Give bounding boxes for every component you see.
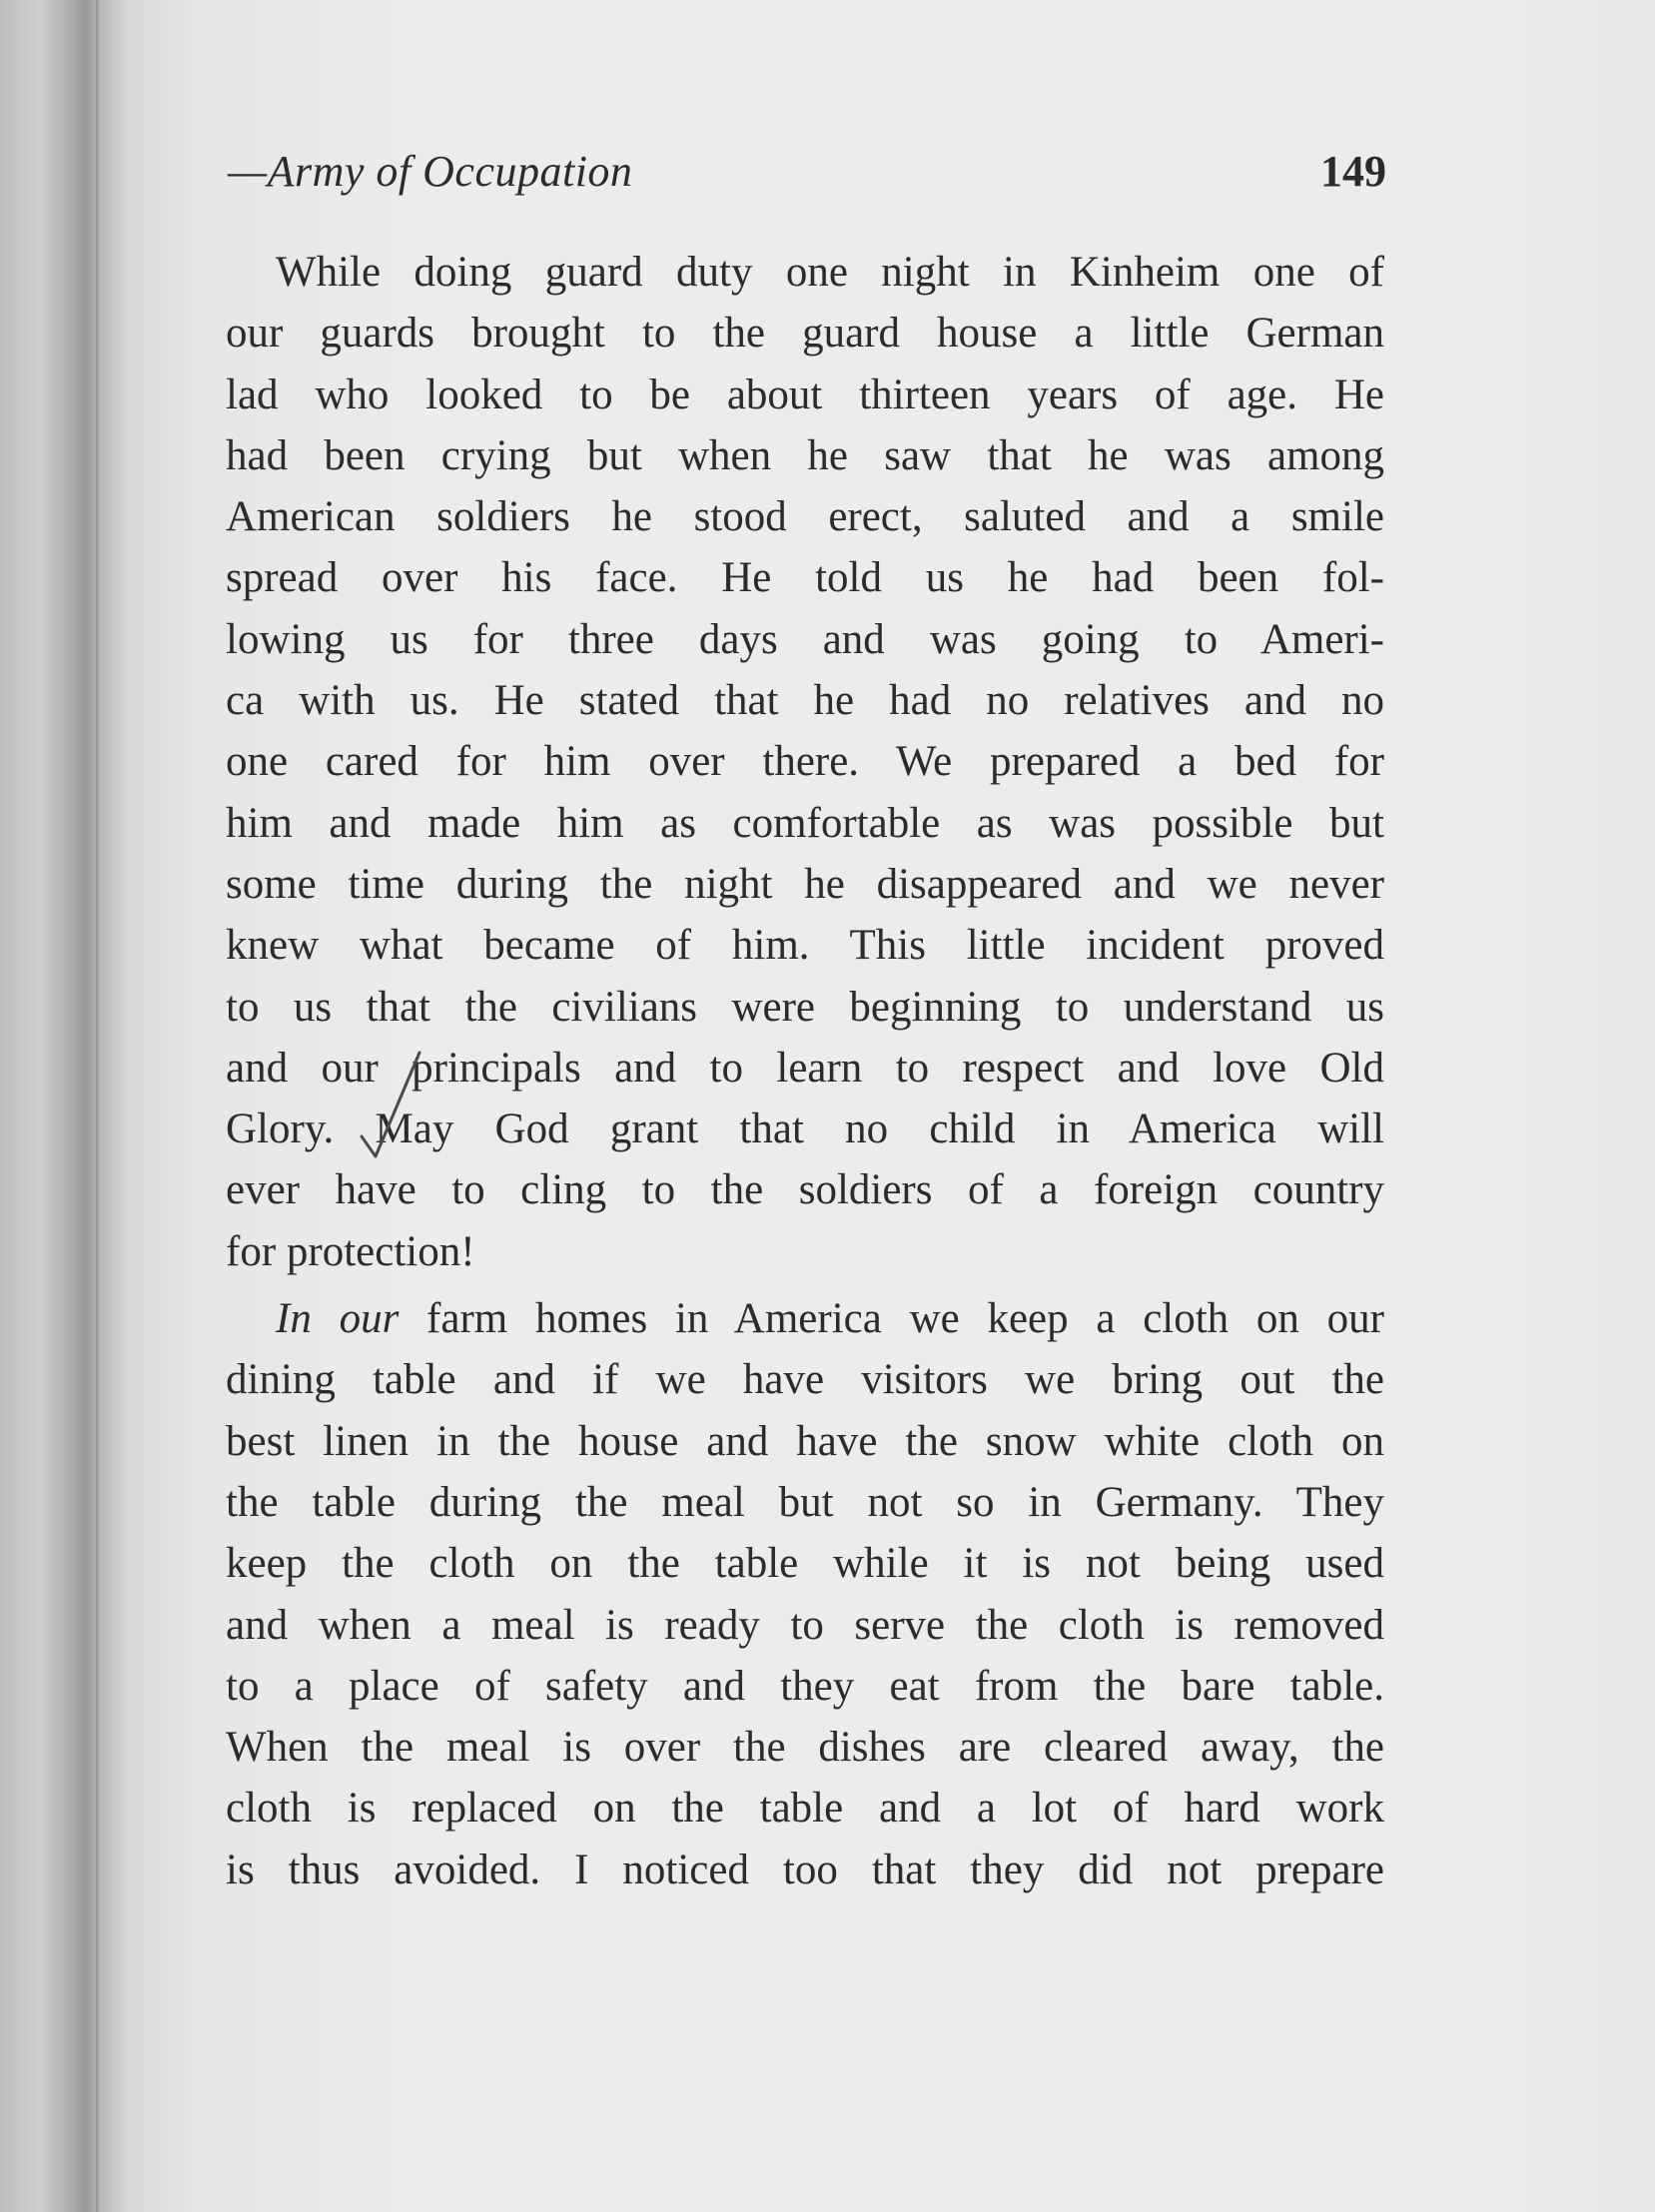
running-title: —Army of Occupation xyxy=(228,147,633,196)
text-line: ca with us. He stated that he had no relatives and no xyxy=(226,677,1384,725)
running-header xyxy=(228,142,1386,202)
paragraph-2 xyxy=(226,1288,1384,1900)
text-line: dining table and if we have visitors we bring out the xyxy=(226,1356,1384,1404)
text-line xyxy=(226,1288,1384,1349)
text-line: cloth is replaced on the table and a lot of hard work xyxy=(226,1785,1384,1833)
text-line: lad who looked to be about thirteen years of age. He xyxy=(226,370,1384,418)
text-line: is thus avoided. I noticed too that they did not prepare xyxy=(226,1845,1384,1893)
text-line: When the meal is over the dishes are cleared away, the xyxy=(226,1724,1384,1772)
text-line: our guards brought to the guard house a little German xyxy=(226,310,1384,358)
text-line: keep the cloth on the table while it is not being used xyxy=(226,1540,1384,1588)
text-line: spread over his face. He told us he had been fol- xyxy=(226,554,1384,602)
text-line: the table during the meal but not so in Germany. They xyxy=(226,1478,1384,1526)
lead-italic: In our xyxy=(276,1295,400,1343)
text-line: to us that the civilians were beginning to understand us xyxy=(226,983,1384,1031)
text-line: one cared for him over there. We prepared a bed for xyxy=(226,738,1384,786)
text-line: lowing us for three days and was going to Ameri- xyxy=(226,615,1384,663)
paragraph-1 xyxy=(226,242,1384,1282)
text-line: best linen in the house and have the snow white cloth on xyxy=(226,1417,1384,1465)
text-line: to a place of safety and they eat from the bare table. xyxy=(226,1662,1384,1710)
text-line: While doing guard duty one night in Kinheim one of xyxy=(276,249,1384,296)
text-line: American soldiers he stood erect, saluted and a smile xyxy=(226,493,1384,541)
text-line: knew what became of him. This little incident proved xyxy=(226,922,1384,970)
text-line: ever have to cling to the soldiers of a foreign country xyxy=(226,1166,1384,1214)
page-number: 149 xyxy=(1320,147,1386,196)
body-text xyxy=(226,242,1384,1900)
text-line: and our principals and to learn to respect and love Old xyxy=(226,1044,1384,1092)
text-line-rest: farm homes in America we keep a cloth on our xyxy=(399,1295,1384,1343)
text-line: Glory. May God grant that no child in America will xyxy=(226,1106,1384,1153)
text-line: had been crying but when he saw that he was among xyxy=(226,431,1384,479)
book-gutter xyxy=(96,0,102,2212)
text-line: for protection! xyxy=(226,1227,475,1275)
text-line: some time during the night he disappeared and we never xyxy=(226,860,1384,908)
text-line: and when a meal is ready to serve the cloth is removed xyxy=(226,1601,1384,1649)
text-line: him and made him as comfortable as was possible but xyxy=(226,799,1384,847)
